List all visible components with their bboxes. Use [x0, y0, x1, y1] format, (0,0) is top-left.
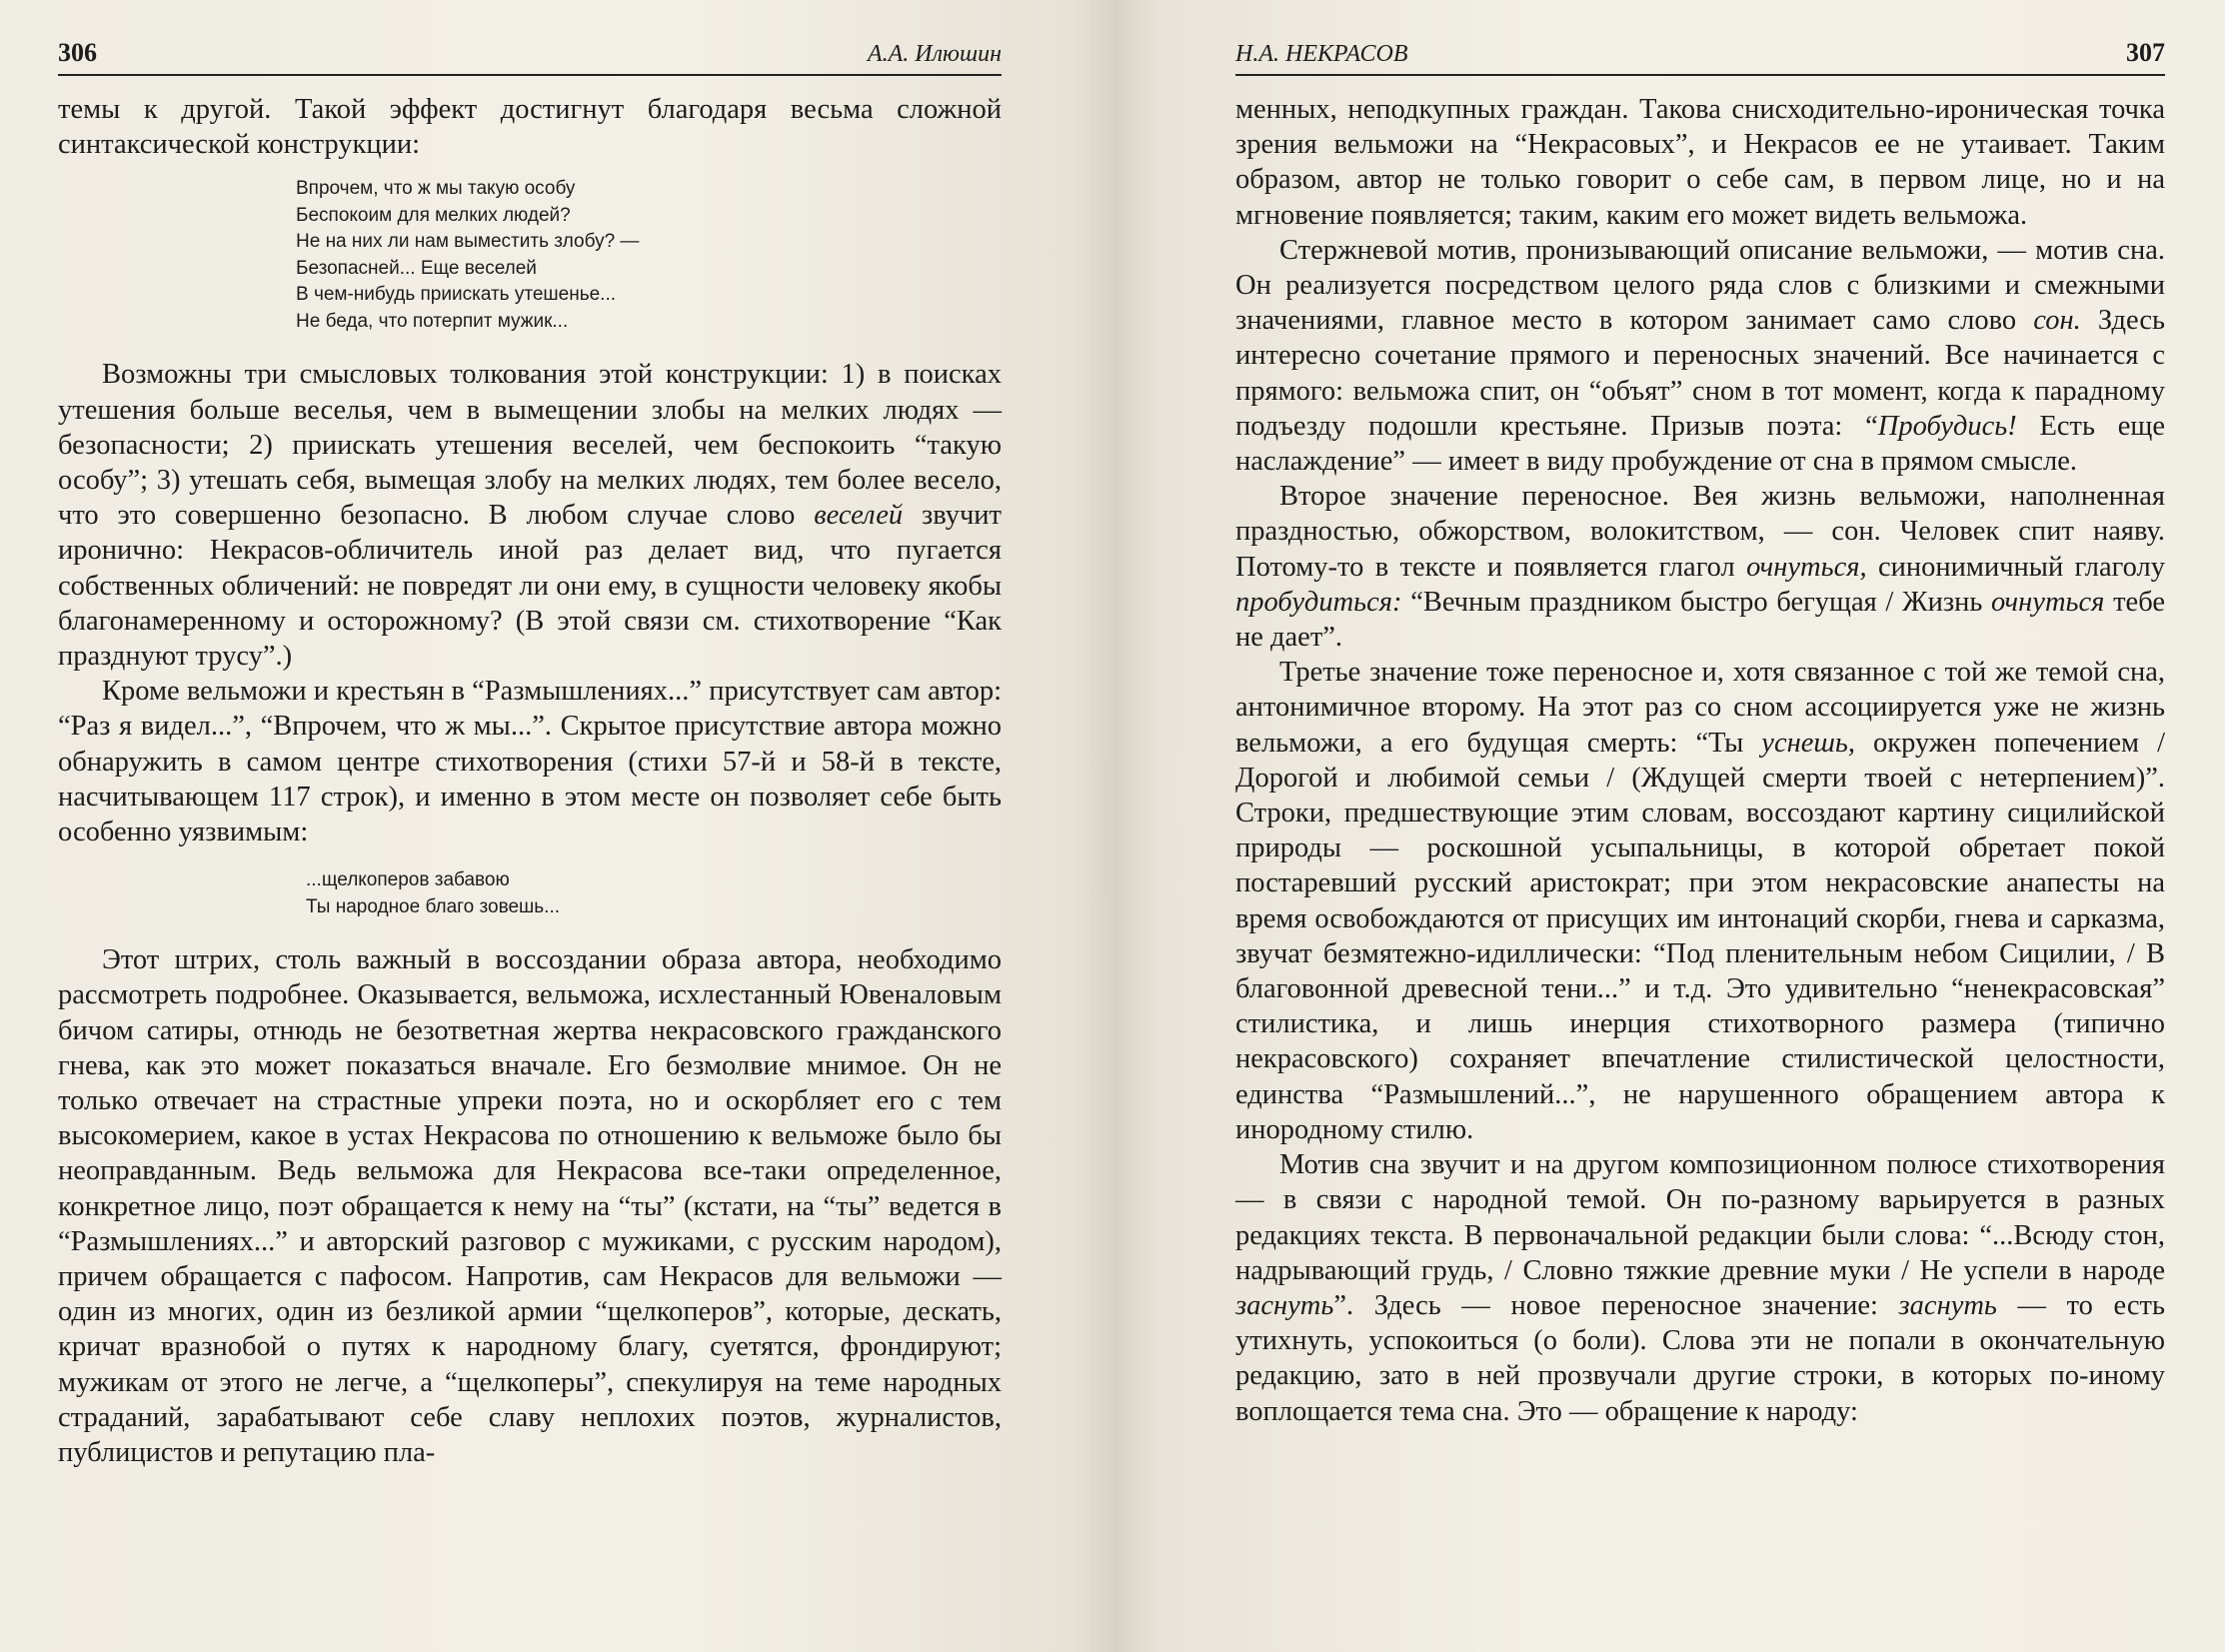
text-run: синонимичный глаголу: [1866, 551, 2165, 583]
emphasis: заснуть: [1898, 1289, 1997, 1321]
emphasis: уснешь,: [1761, 727, 1855, 759]
left-body: [58, 92, 1002, 1470]
right-body: [1235, 92, 2165, 1429]
verse-line: Безопасней... Еще веселей: [296, 257, 537, 279]
right-paragraph-2: [1235, 233, 2165, 479]
verse-line: Беспокоим для мелких людей?: [296, 204, 571, 226]
text-run: Третье значение тоже переносное и, хотя связанное с той же темой сна, антонимичное второму. На этот раз со сном ассоциируется уже не жизнь вельможи, а его будущая смерть: “Ты: [1235, 657, 2165, 759]
emphasis: заснуть: [1235, 1289, 1334, 1321]
right-paragraph-3: [1235, 479, 2165, 655]
right-paragraph-1: менных, неподкупных граждан. Такова снисходительно-ироническая точка зрения вельможи на “Некрасовых”, и Некрасов ее не утаивает. Таким образом, автор не только говорит о себе сам, в первом лице, но и на мгновение появляется; таким, каким его может видеть вельможа.: [1235, 94, 2165, 231]
left-paragraph-1: темы к другой. Такой эффект достигнут благодаря весьма сложной синтаксической конструкции:: [58, 94, 1002, 161]
right-page: [1117, 0, 2225, 1652]
text-run: окружен попечением / Дорогой и любимой семьи / (Ждущей смерти твоей с нетерпением)”. Строки, предшествующие этим словам, воссоздают картину сицилийской природы — роскошной усыпальницы, в которой обретает покой постаревший русский аристократ; при этом некрасовские анапесты на время освобождаются от присущих им интонаций скорби, гнева и сарказма, звучат безмятежно-идиллически: “Под пленительным небом Сицилии, / В благовонной древесной тени...” и т.д. Это удивительно “ненекрасовская” стилистика, и лишь инерция стихотворного размера (типично некрасовского) сохраняет впечатление стилистической целостности, единства “Размышлений...”, не нарушенного обращением автора к инородному стилю.: [1235, 727, 2165, 1145]
emphasis: очнуться: [1991, 586, 2105, 618]
right-running-head: [1235, 38, 2165, 76]
emphasis: очнуться,: [1746, 551, 1867, 583]
emphasis: Пробудись!: [1877, 410, 2017, 442]
text-run: Здесь интересно сочетание прямого и переносных значений. Все начинается с прямого: вельможа спит, он “объят” сном в тот момент, когда к парадному подъезду подошли крестьяне. Призыв поэта: “: [1235, 305, 2165, 442]
text-run: — то есть утихнуть, успокоиться (о боли). Слова эти не попали в окончательную редакцию, зато в ней прозвучали другие строки, в которых по-иному воплощается тема сна. Это — обращение к народу:: [1235, 1289, 2165, 1427]
verse-line: В чем-нибудь приискать утешенье...: [296, 284, 617, 306]
verse-quote-1: [58, 176, 1002, 335]
verse-line: Не на них ли нам выместить злобу? —: [296, 231, 640, 253]
emphasis: пробудиться:: [1235, 586, 1402, 618]
text-run: ”. Здесь — новое переносное значение:: [1333, 1289, 1899, 1321]
left-page-number: 306: [58, 38, 97, 67]
right-running-title: Н.А. НЕКРАСОВ: [1235, 41, 1408, 67]
left-running-title: А.А. Илюшин: [867, 41, 1002, 67]
verse-line: ...щелкоперов забавою: [306, 869, 510, 891]
text-run: звучит иронично: Некрасов-обличитель иной раз делает вид, что пугается собственных обличений: не повредят ли они ему, в сущности человеку якобы благонамеренному и осторожному? (В этой связи см. стихотворение “Как празднуют трусу”.): [58, 500, 1002, 673]
text-run: Стержневой мотив, пронизывающий описание вельможи, — мотив сна. Он реализуется посредством целого ряда слов с близкими и смежными значениями, главное место в котором занимает само слово: [1235, 234, 2165, 337]
left-paragraph-4: Этот штрих, столь важный в воссоздании образа автора, необходимо рассмотреть подробнее. Оказывается, вельможа, исхлестанный Ювеналовым бичом сатиры, отнюдь не безответная жертва некрасовского гражданского гнева, как это может показаться вначале. Его безмолвие мнимое. Он не только отвечает на страстные упреки поэта, но и оскорбляет его с тем высокомерием, какое в устах Некрасова по отношению к вельможе было бы неоправданным. Ведь вельможа для Некрасова все-таки определенное, конкретное лицо, поэт обращается к нему на “ты” (кстати, на “ты” ведется в “Размышлениях...” и авторский разговор с мужиками, с русским народом), причем обращается с пафосом. Напротив, сам Некрасов для вельможи — один из многих, один из безликой армии “щелкоперов”, которые, дескать, кричат вразнобой о путях к народному благу, суетятся, фрондируют; мужикам от этого не легче, а “щелкоперы”, спекулируя на теме народных страданий, зарабатывают себе славу неплохих поэтов, журналистов, публицистов и репутацию пла-: [58, 944, 1002, 1469]
right-paragraph-5: [1235, 1147, 2165, 1429]
emphasis: веселей: [814, 500, 904, 532]
text-run: Возможны три смысловых толкования этой конструкции: 1) в поисках утешения больше веселья, чем в вымещении злобы на мелких людях — безопасности; 2) приискать утешения веселей, чем беспокоить “такую особу”; 3) утешать себя, вымещая злобу на мелких людях, тем более весело, что это совершенно безопасно. В любом случае слово: [58, 359, 1002, 532]
right-paragraph-4: [1235, 655, 2165, 1147]
emphasis: сон.: [2033, 305, 2081, 337]
text-run: “Вечным праздником быстро бегущая / Жизнь: [1401, 586, 1992, 618]
right-page-number: 307: [2126, 38, 2165, 67]
text-run: Есть еще наслаждение” — имеет в виду пробуждение от сна в прямом смысле.: [1235, 410, 2165, 478]
verse-line: Не беда, что потерпит мужик...: [296, 310, 569, 332]
text-run: тебе не дает”.: [1235, 586, 2165, 654]
verse-quote-2: [58, 867, 1002, 920]
verse-line: Ты народное благо зовешь...: [306, 895, 561, 917]
text-run: Мотив сна звучит и на другом композиционном полюсе стихотворения — в связи с народной темой. Он по-разному варьируется в разных редакциях текста. В первоначальной редакции были слова: “...Всюду стон, надрывающий грудь, / Словно тяжкие древние муки / Не успели в народе: [1235, 1149, 2165, 1286]
verse-line: Впрочем, что ж мы такую особу: [296, 178, 576, 200]
text-run: Второе значение переносное. Вея жизнь вельможи, наполненная праздностью, обжорством, волокитством, — сон. Человек спит наяву. Потому-то в тексте и появляется глагол: [1235, 481, 2165, 583]
left-running-head: [58, 38, 1002, 76]
left-paragraph-2: [58, 357, 1002, 674]
left-paragraph-3: Кроме вельможи и крестьян в “Размышлениях...” присутствует сам автор: “Раз я видел...”, “Впрочем, что ж мы...”. Скрытое присутствие автора можно обнаружить в самом центре стихотворения (стихи 57-й и 58-й в тексте, насчитывающем 117 строк), и именно в этом месте он позволяет себе быть особенно уязвимым:: [58, 676, 1002, 848]
